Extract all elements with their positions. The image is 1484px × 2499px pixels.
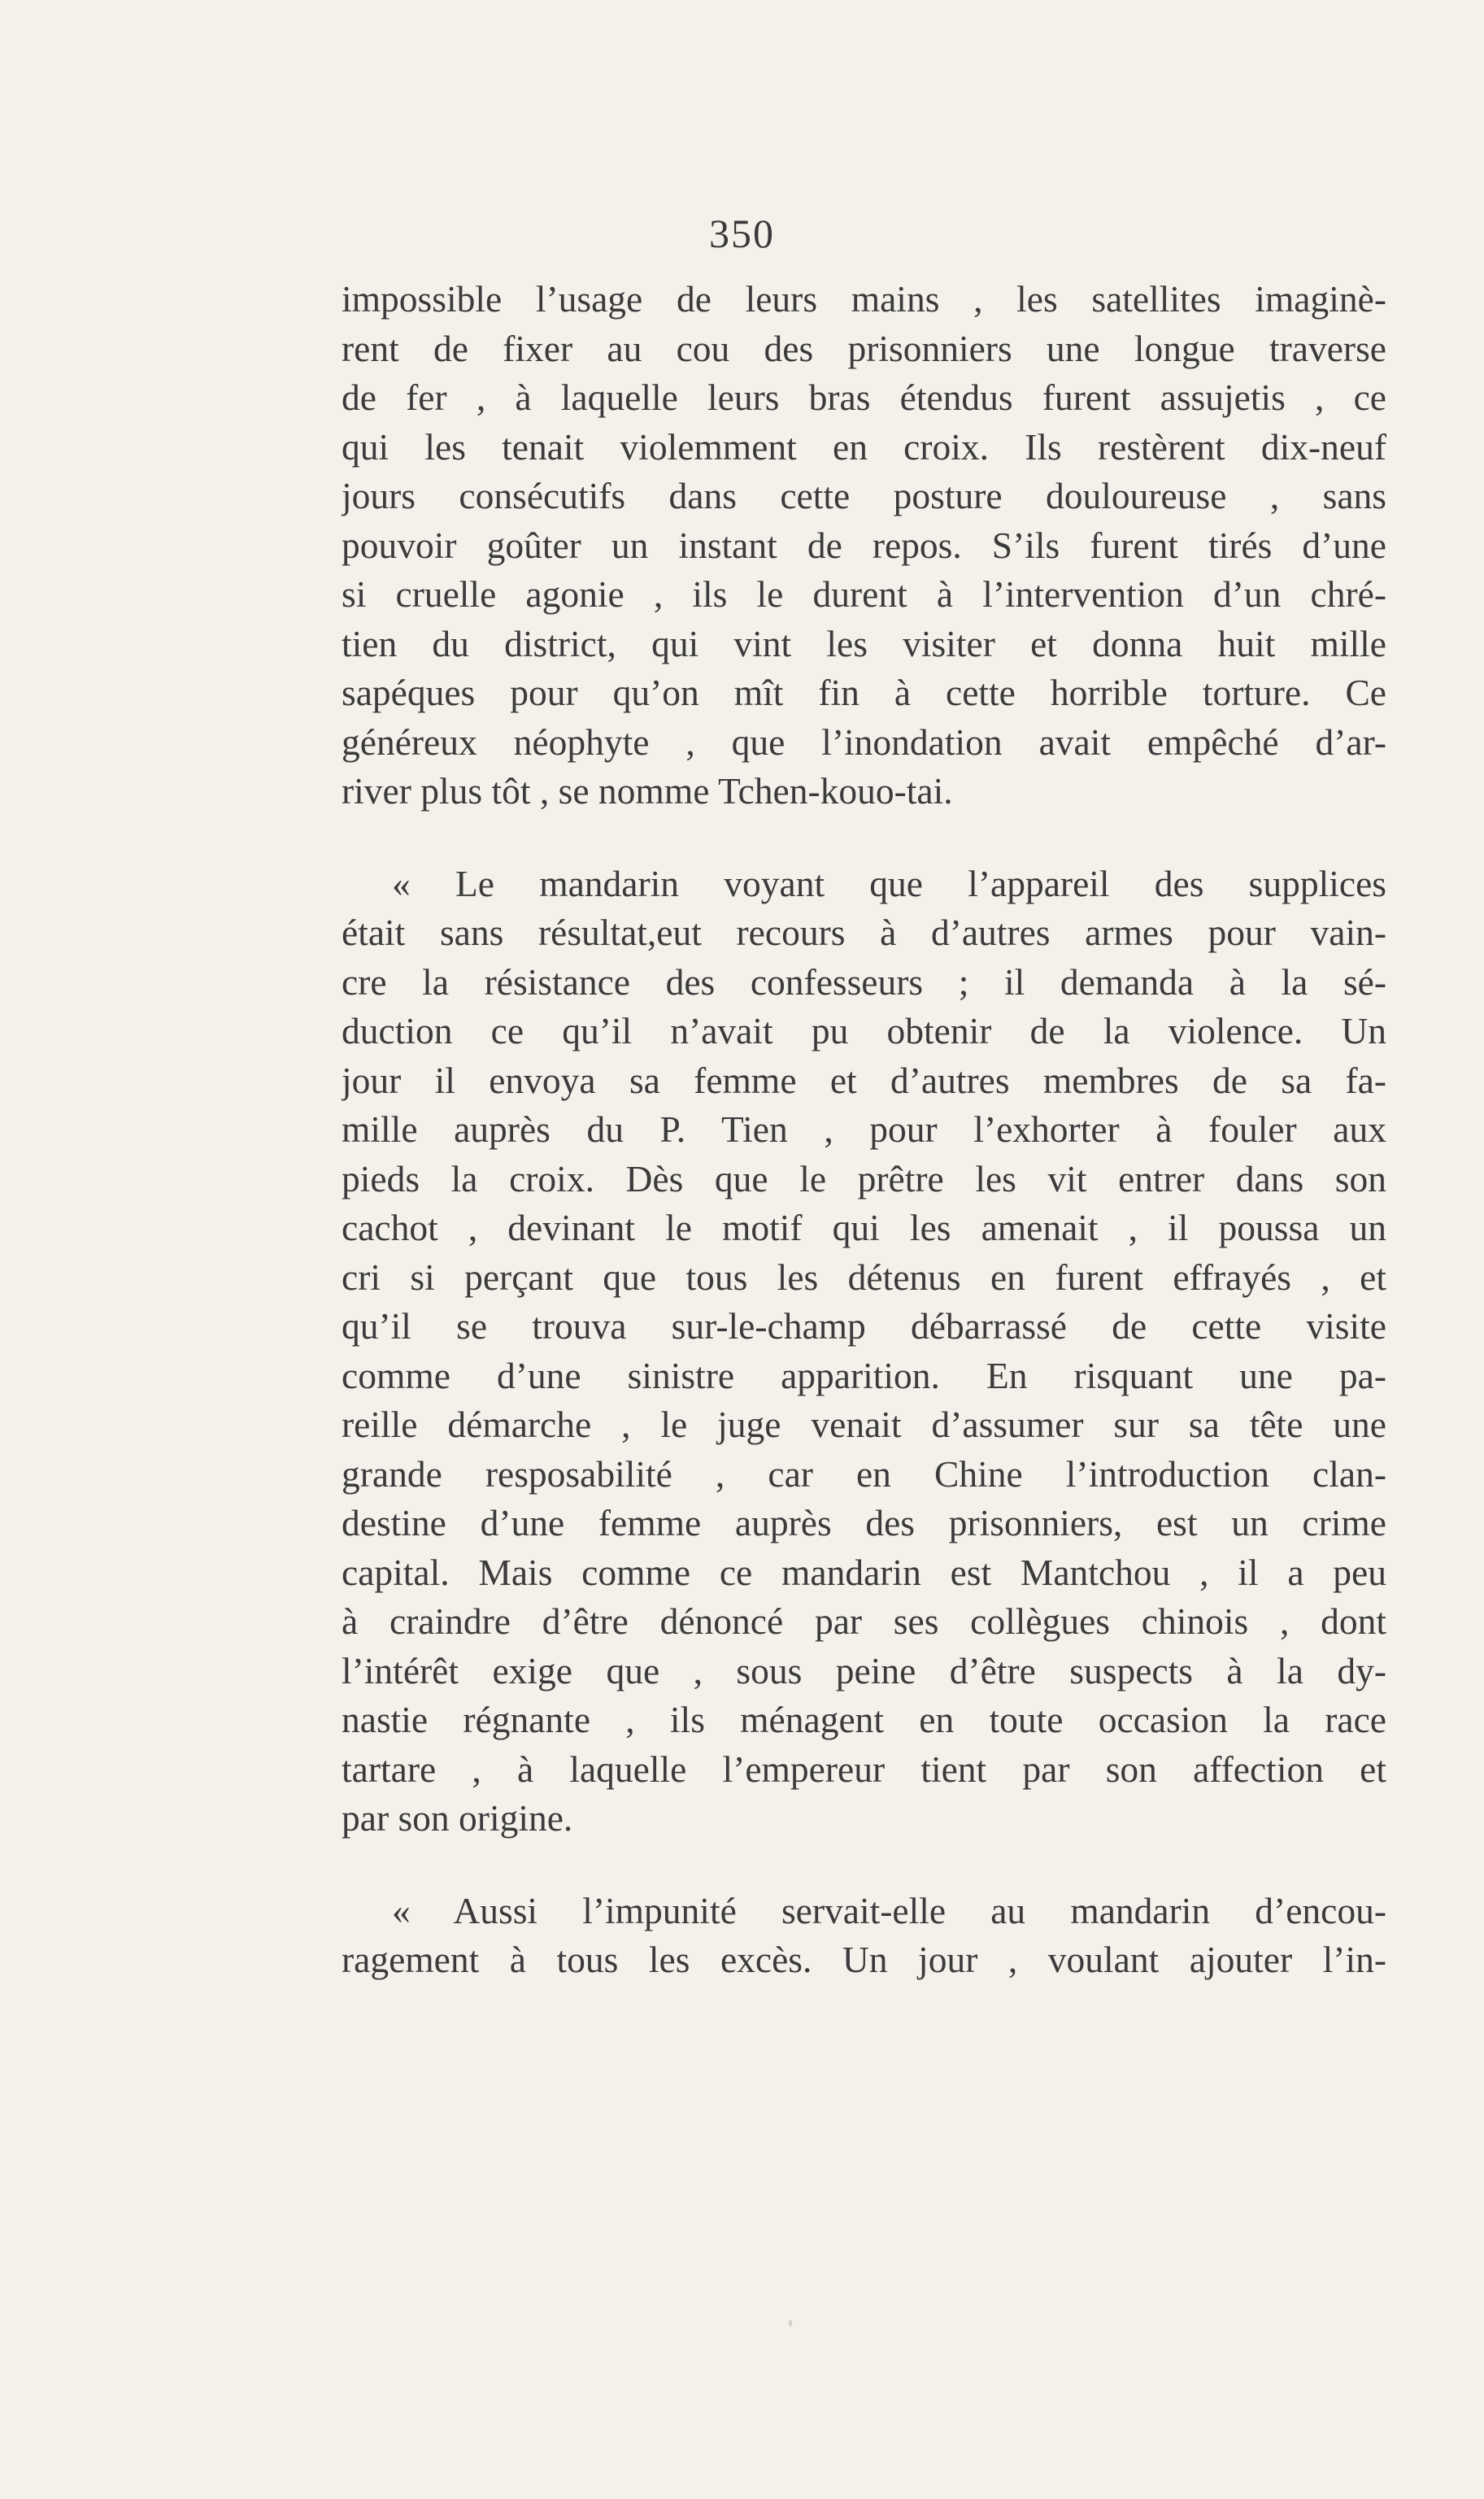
text-line: était sans résultat,eut recours à d’autres armes pour vain-	[342, 912, 1386, 953]
text-line: duction ce qu’il n’avait pu obtenir de la violence. Un	[342, 1010, 1386, 1051]
text-line: par son origine.	[342, 1797, 573, 1839]
paragraph-gap	[342, 816, 1386, 860]
text-line: à craindre d’être dénoncé par ses collègues chinois , dont	[342, 1600, 1386, 1642]
text-line: reille démarche , le juge venait d’assumer sur sa tête une	[342, 1404, 1386, 1445]
text-line: destine d’une femme auprès des prisonniers, est un crime	[342, 1502, 1386, 1543]
text-line: river plus tôt , se nomme Tchen-kouo-tai.	[342, 770, 953, 812]
text-line: grande resposabilité , car en Chine l’introduction clan-	[342, 1452, 1386, 1495]
text-line: sapéques pour qu’on mît fin à cette horrible torture. Ce	[342, 672, 1386, 713]
text-line: jour il envoya sa femme et d’autres membres de sa fa-	[342, 1059, 1386, 1101]
text-line: tien du district, qui vint les visiter et donna huit mille	[342, 622, 1386, 664]
text-line: « Aussi l’impunité servait-elle au mandarin d’encou-	[392, 1889, 1386, 1931]
text-line: ragement à tous les excès. Un jour , voulant ajouter l’in-	[342, 1939, 1386, 1980]
paragraph-2	[342, 860, 1386, 1844]
text-line: cachot , devinant le motif qui les amenait , il poussa un	[342, 1207, 1386, 1248]
text-line: l’intérêt exige que , sous peine d’être suspects à la dy-	[342, 1649, 1386, 1691]
page-number: 350	[709, 211, 775, 256]
text-line: généreux néophyte , que l’inondation avait empêché d’ar-	[342, 721, 1386, 763]
text-line: cri si perçant que tous les détenus en furent effrayés , et	[342, 1256, 1386, 1298]
text-line: mille auprès du P. Tien , pour l’exhorter à fouler aux	[342, 1108, 1386, 1150]
text-line: impossible l’usage de leurs mains , les satellites imaginè-	[342, 278, 1386, 320]
text-line: si cruelle agonie , ils le durent à l’intervention d’un chré-	[342, 573, 1386, 615]
text-line: jours consécutifs dans cette posture douloureuse , sans	[342, 475, 1386, 516]
text-line: nastie régnante , ils ménagent en toute occasion la race	[342, 1699, 1386, 1740]
text-line: qui les tenait violemment en croix. Ils restèrent dix-neuf	[342, 425, 1386, 468]
text-line: tartare , à laquelle l’empereur tient par son affection et	[342, 1748, 1386, 1790]
text-line: qu’il se trouva sur-le-champ débarrassé de cette visite	[342, 1305, 1386, 1347]
text-line: pouvoir goûter un instant de repos. S’ils furent tirés d’une	[342, 524, 1386, 566]
text-line: comme d’une sinistre apparition. En risquant une pa-	[342, 1354, 1386, 1396]
text-line: cre la résistance des confesseurs ; il demanda à la sé-	[342, 960, 1386, 1003]
text-line: pieds la croix. Dès que le prêtre les vit entrer dans son	[342, 1157, 1386, 1199]
text-line: « Le mandarin voyant que l’appareil des supplices	[392, 862, 1386, 904]
paragraph-1	[342, 275, 1386, 816]
text-line: de fer , à laquelle leurs bras étendus furent assujetis , ce	[342, 377, 1386, 418]
paragraph-gap	[342, 1844, 1386, 1887]
text-line: rent de fixer au cou des prisonniers une longue traverse	[342, 327, 1386, 369]
text-line: capital. Mais comme ce mandarin est Mantchou , il a peu	[342, 1551, 1386, 1593]
paragraph-3	[342, 1887, 1386, 1985]
paper-speck	[789, 2320, 792, 2327]
body-text	[342, 275, 1386, 1985]
